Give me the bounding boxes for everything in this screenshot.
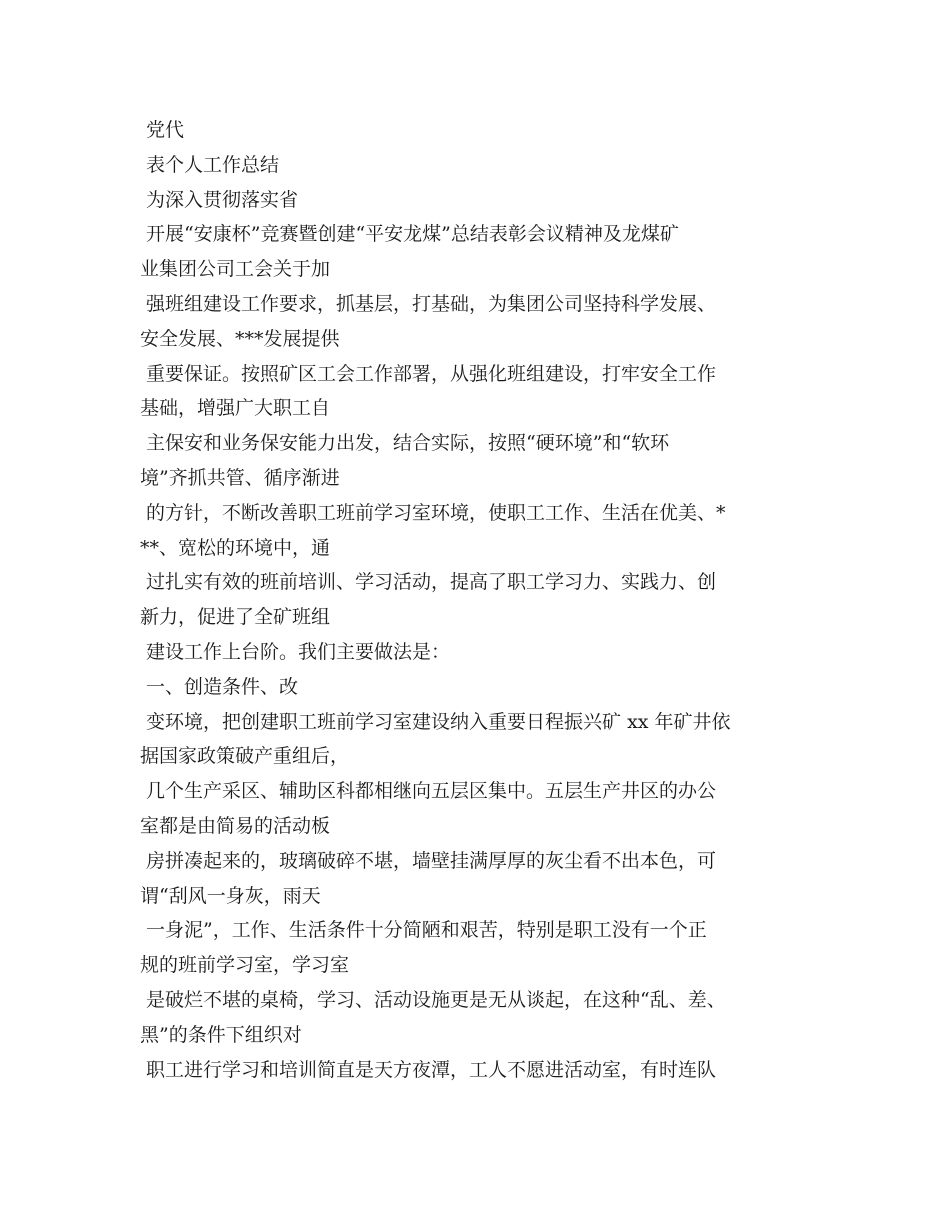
text-line: 建设工作上台阶。我们主要做法是： [140,640,451,663]
text-line: 一身泥”，工作、生活条件十分简陋和艰苦，特别是职工没有一个正 [140,919,707,942]
text-line: 业集团公司工会关于加 [140,258,331,281]
text-line: 谓“刮风一身灰，雨天 [140,884,321,907]
text-line: 室都是由简易的活动板 [140,814,331,837]
text-line: 规的班前学习室，学习室 [140,954,350,977]
text-line: 是破烂不堪的桌椅，学习、活动设施更是无从谈起，在这种“乱、差、 [140,988,726,1011]
document-body [140,113,830,1087]
text-line: 强班组建设工作要求，抓基层，打基础，为集团公司坚持科学发展、 [140,292,717,315]
text-line: 房拼凑起来的，玻璃破碎不堪，墙壁挂满厚厚的灰尘看不出本色，可 [140,849,717,872]
text-line: 的方针，不断改善职工班前学习室环境，使职工工作、生活在优美、* [140,501,726,524]
text-line: 重要保证。按照矿区工会工作部署，从强化班组建设，打牢安全工作 [140,362,717,385]
text-line: 据国家政策破产重组后， [140,745,350,768]
text-line: 为深入贯彻落实省 [140,188,299,211]
text-line: 开展“安康杯”竞赛暨创建“平安龙煤”总结表彰会议精神及龙煤矿 [140,223,679,246]
text-line: 职工进行学习和培训简直是天方夜潭，工人不愿进活动室，有时连队 [140,1058,717,1081]
text-line: 境”齐抓共管、循序渐进 [140,466,340,489]
text-line: 黑”的条件下组织对 [140,1023,302,1046]
text-line: 一、创造条件、改 [140,675,299,698]
text-line: 主保安和业务保安能力出发，结合实际，按照“硬环境”和“软环 [140,432,670,455]
text-line: **、宽松的环境中，通 [140,536,331,559]
text-line: 安全发展、***发展提供 [140,327,340,350]
text-line: 过扎实有效的班前培训、学习活动，提高了职工学习力、实践力、创 [140,571,717,594]
text-line: 新力，促进了全矿班组 [140,606,331,629]
text-line: 基础，增强广大职工自 [140,397,331,420]
text-line: 几个生产采区、辅助区科都相继向五层区集中。五层生产井区的办公 [140,780,717,803]
text-line: 表个人工作总结 [140,153,280,176]
text-line: 党代 [140,119,185,141]
text-line: 变环境，把创建职工班前学习室建设纳入重要日程振兴矿 xx 年矿井依 [140,710,731,733]
